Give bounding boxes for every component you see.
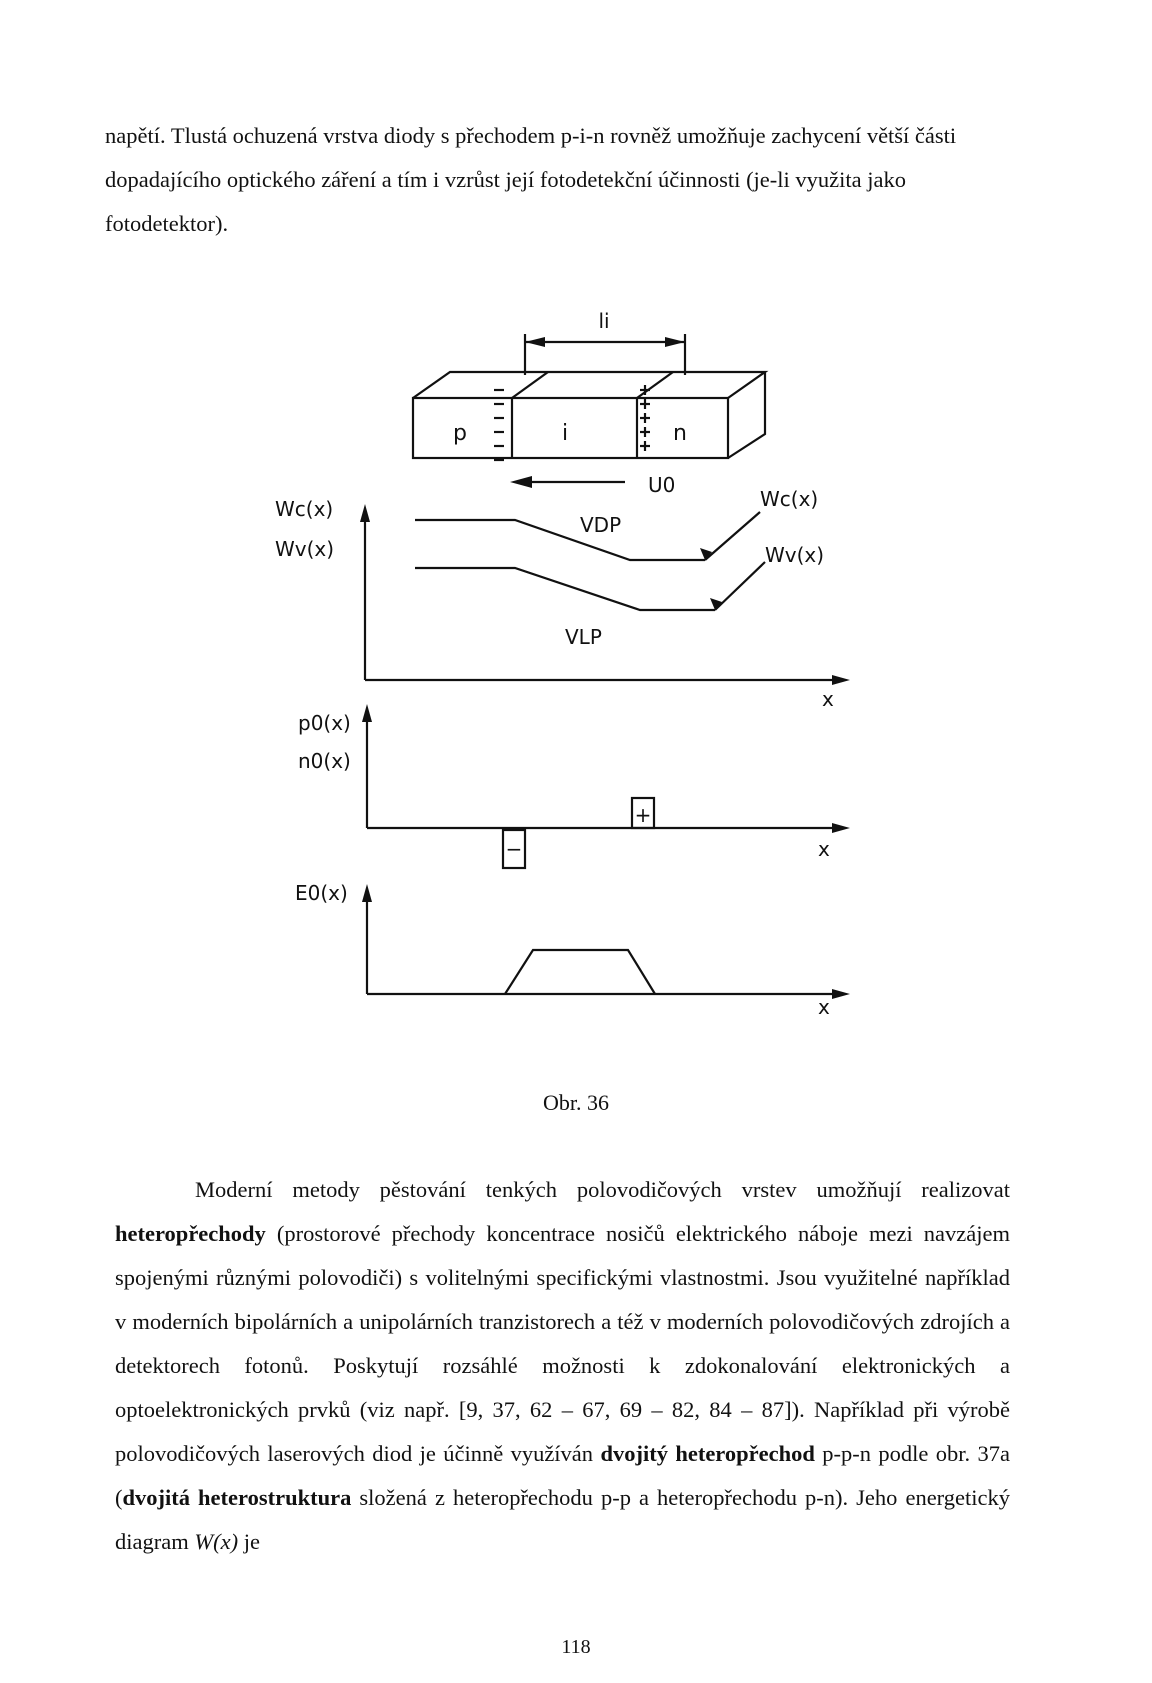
callout-label-wc: Wc(x) — [760, 487, 819, 511]
positive-charge-label: + — [634, 803, 652, 827]
x-label-field: x — [818, 995, 830, 1019]
paragraph-bottom-part-3: p-p-n podle obr. 37a ( — [115, 1441, 1011, 1510]
voltage-arrowhead — [510, 476, 532, 488]
term-dvojita-heterostruktura: dvojitá heterostruktura — [122, 1485, 352, 1510]
width-label: li — [598, 309, 610, 333]
term-heteroprechody: heteropřechody — [115, 1221, 266, 1246]
region-label-i: i — [561, 421, 569, 446]
figure-36 — [0, 300, 1152, 1080]
band-axis-label-wv: Wv(x) — [275, 537, 335, 561]
symbol-w-of-x: W(x) — [194, 1529, 239, 1554]
callout-line-wv — [715, 562, 765, 610]
charge-x-arrowhead — [832, 823, 850, 833]
paragraph-bottom-part-4: složená z heteropřechodu p-p a heteropřechodu p-n). Jeho energetický diagram — [115, 1485, 1010, 1554]
paragraph-top: napětí. Tlustá ochuzená vrstva diody s přechodem p-i-n rovněž umožňuje zachycení větší části dopadajícího optického záření a tím i vzrůst její fotodetekční účinnosti (je-li využita jako fotodetektor). — [105, 123, 957, 236]
negative-charge-label: − — [505, 837, 523, 861]
field-y-arrowhead — [362, 884, 372, 902]
field-x-arrowhead — [832, 989, 850, 999]
width-arrowhead-left — [525, 337, 545, 347]
valence-band-curve — [415, 568, 715, 610]
bar-top-face — [413, 372, 765, 398]
paragraph-bottom-part-2: (prostorové přechody koncentrace nosičů elektrického náboje mezi navzájem spojenými různými polovodiči) s volitelnými specifickými vlastnostmi. Jsou využitelné například v moderních bipolárních a unipolárních tranzistorech a též v moderních polovodičových zdrojích a detektorech fotonů. Poskytují rozsáhlé možnosti k zdokonalování elektronických a optoelektronických prvků (viz např. [9, 37, 62 – 67, 69 – 82, 84 – 87]). Například při výrobě polovodičových laserových diod je účinně využíván — [115, 1221, 1010, 1466]
conduction-band-curve — [415, 520, 705, 560]
term-dvojity-heteroprechod: dvojitý heteropřechod — [600, 1441, 815, 1466]
bar-top-divider-left — [512, 372, 548, 398]
band-axis-label-wc: Wc(x) — [275, 497, 334, 521]
band-y-arrowhead — [360, 504, 370, 522]
charge-axis-label-p: p0(x) — [298, 711, 351, 735]
paragraph-bottom — [115, 1168, 1010, 1564]
callout-arrowhead-wv — [710, 598, 722, 610]
callout-label-wv: Wv(x) — [765, 543, 825, 567]
label-vlp: VLP — [565, 625, 602, 649]
paragraph-bottom-part-1: Moderní metody pěstování tenkých polovodičových vrstev umožňují realizovat — [195, 1177, 1010, 1202]
field-profile-curve — [505, 950, 655, 994]
charge-y-arrowhead — [362, 704, 372, 722]
region-label-n: n — [673, 421, 687, 446]
figure-caption: Obr. 36 — [543, 1090, 609, 1115]
x-label-charge: x — [818, 837, 830, 861]
bar-top-divider-right — [637, 372, 673, 398]
page-number: 118 — [561, 1636, 591, 1658]
voltage-label: U0 — [648, 473, 676, 497]
negative-charge-markers — [494, 390, 504, 460]
charge-axis-label-n: n0(x) — [298, 749, 351, 773]
width-arrowhead-right — [665, 337, 685, 347]
field-axis-label: E0(x) — [295, 881, 348, 905]
region-label-p: p — [453, 421, 467, 446]
paragraph-bottom-part-5: je — [238, 1529, 260, 1554]
label-vdp: VDP — [580, 513, 622, 537]
band-x-arrowhead — [832, 675, 850, 685]
callout-line-wc — [705, 512, 760, 560]
callout-arrowhead-wc — [700, 548, 712, 560]
x-label-band: x — [822, 687, 834, 711]
